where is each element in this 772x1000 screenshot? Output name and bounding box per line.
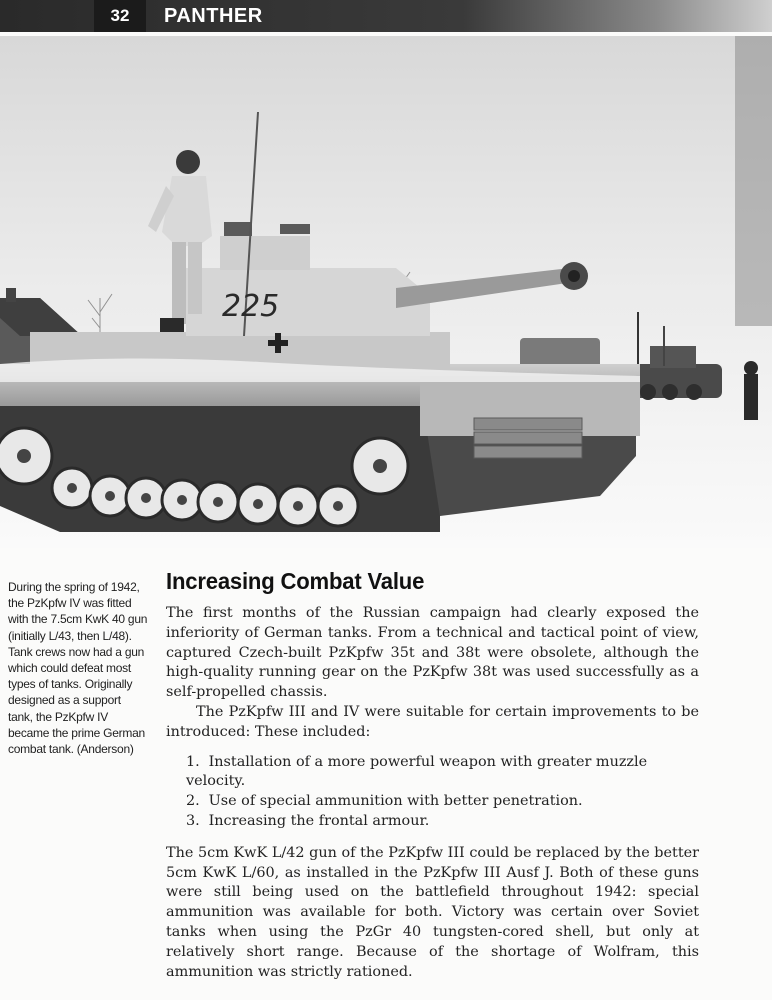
running-head: PANTHER <box>164 4 263 27</box>
section-heading: Increasing Combat Value <box>166 568 425 594</box>
body-text <box>166 604 699 982</box>
list-item <box>186 753 699 793</box>
paragraph-3: The 5cm KwK L/42 gun of the PzKpfw III could be replaced by the better 5cm KwK L/60, as installed in the PzKpfw III Ausf J. Both of these guns were still being used on the battlefield throughout 1942: special ammunition was available for both. Victory was certain over Soviet tanks when using the PzGr 40 tungsten-cored shell, but only at relatively short range. Because of the shortage of Wolfram, this ammunition was strictly rationed. <box>166 844 699 980</box>
numbered-list <box>166 753 699 832</box>
list-text: Installation of a more powerful weapon with greater muzzle velocity. <box>186 753 648 790</box>
page-header <box>0 0 772 32</box>
paragraph-1: The first months of the Russian campaign had clearly exposed the inferiority of German tanks. From a technical and tactical point of view, captured Czech-built PzKpfw 35t and 38t were obsolete, although the high-quality running gear on the PzKpfw 38t was used successfully as a self-propelled chassis. <box>166 605 699 701</box>
paragraph-2: The PzKpfw III and IV were suitable for certain improvements to be introduced: These included: <box>166 703 699 740</box>
tank-number-marking: 225 <box>222 289 280 324</box>
list-item <box>186 792 699 812</box>
list-text: Increasing the frontal armour. <box>208 812 430 829</box>
photo-caption: During the spring of 1942, the PzKpfw IV was fitted with the 7.5cm KwK 40 gun (initially L/43, then L/48). Tank crews now had a gun which could defeat most types of tanks. Originally designed as a support tank, the PzKpfw IV became the prime German combat tank. (Anderson) <box>8 580 148 757</box>
list-text: Use of special ammunition with better penetration. <box>208 793 583 810</box>
tank-photo <box>0 36 772 548</box>
list-number: 2. <box>186 793 200 810</box>
list-item <box>186 812 699 832</box>
list-number: 1. <box>186 753 200 770</box>
page-number: 32 <box>94 0 146 32</box>
list-number: 3. <box>186 812 200 829</box>
